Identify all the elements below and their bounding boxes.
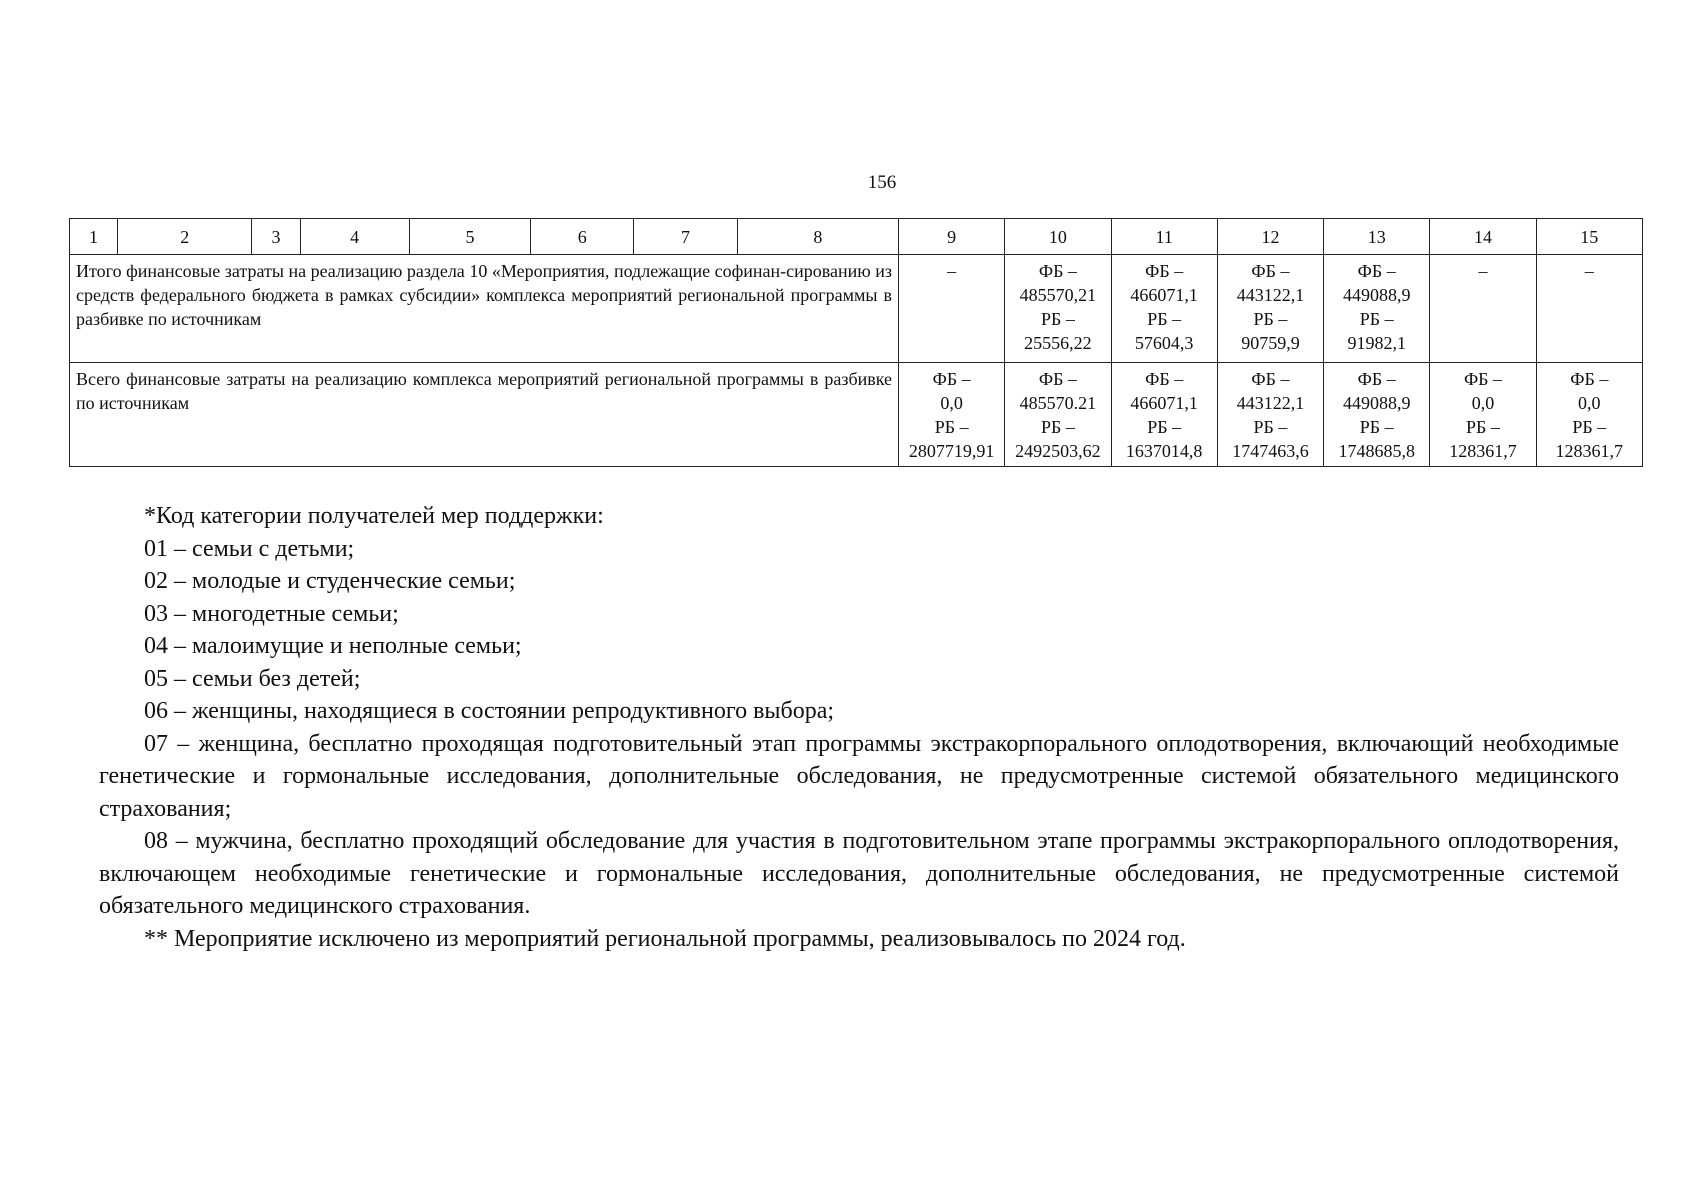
financial-costs-table	[69, 218, 1643, 467]
cell-value: ФБ – 0,0 РБ – 128361,7	[1430, 363, 1536, 467]
cell-value: –	[1536, 255, 1642, 363]
column-number: 4	[300, 219, 409, 255]
note-item: 01 – семьи с детьми;	[144, 535, 355, 562]
column-number: 9	[899, 219, 1005, 255]
cell-value: ФБ – 466071,1 РБ – 1637014,8	[1111, 363, 1217, 467]
cell-value: ФБ – 485570.21 РБ – 2492503,62	[1005, 363, 1111, 467]
table-row-grand-total	[70, 363, 1643, 467]
column-number: 5	[409, 219, 530, 255]
page-number: 156	[867, 172, 897, 193]
notes-title: *Код категории получателей мер поддержки:	[144, 503, 604, 529]
cell-value: ФБ – 449088,9 РБ – 1748685,8	[1324, 363, 1430, 467]
cell-value: –	[899, 255, 1005, 363]
note-item: 03 – многодетные семьи;	[144, 600, 399, 627]
column-number: 12	[1217, 219, 1323, 255]
note-item: 08 – мужчина, бесплатно проходящий обследование для участия в подготовительном этапе программы экстракорпорального оплодотворения, включающем необходимые генетические и гормональные исследования, дополнительные обследования, не предусмотренные системой обязательного медицинского страхования.	[99, 828, 1619, 919]
column-number: 7	[634, 219, 737, 255]
table-header-row	[70, 219, 1643, 255]
row-label: Итого финансовые затраты на реализацию раздела 10 «Мероприятия, подлежащие софинан-сированию из средств федерального бюджета в рамках субсидии» комплекса мероприятий региональной программы в разбивке по источникам	[70, 255, 899, 363]
column-number: 14	[1430, 219, 1536, 255]
column-number: 10	[1005, 219, 1111, 255]
cell-value: ФБ – 0,0 РБ – 2807719,91	[899, 363, 1005, 467]
column-number: 1	[70, 219, 118, 255]
column-number: 2	[118, 219, 252, 255]
note-item: 05 – семьи без детей;	[144, 665, 361, 692]
category-code-notes	[99, 500, 1619, 955]
column-number: 8	[737, 219, 898, 255]
note-item: 04 – малоимущие и неполные семьи;	[144, 633, 522, 659]
cell-value: ФБ – 449088,9 РБ – 91982,1	[1324, 255, 1430, 363]
cell-value: ФБ – 466071,1 РБ – 57604,3	[1111, 255, 1217, 363]
column-number: 15	[1536, 219, 1642, 255]
table-row-total-section-10	[70, 255, 1643, 363]
row-label: Всего финансовые затраты на реализацию комплекса мероприятий региональной программы в разбивке по источникам	[70, 363, 899, 467]
column-number: 13	[1324, 219, 1430, 255]
cell-value: ФБ – 443122,1 РБ – 90759,9	[1217, 255, 1323, 363]
cell-value: –	[1430, 255, 1536, 363]
note-item: 06 – женщины, находящиеся в состоянии репродуктивного выбора;	[144, 698, 835, 724]
cell-value: ФБ – 0,0 РБ – 128361,7	[1536, 363, 1642, 467]
note-item: 02 – молодые и студенческие семьи;	[144, 568, 516, 594]
cell-value: ФБ – 443122,1 РБ – 1747463,6	[1217, 363, 1323, 467]
note-item: 07 – женщина, бесплатно проходящая подготовительный этап программы экстракорпорального оплодотворения, включающий необходимые генетические и гормональные исследования, дополнительные обследования, не предусмотренные системой обязательного медицинского страхования;	[99, 730, 1619, 822]
cell-value: ФБ – 485570,21 РБ – 25556,22	[1005, 255, 1111, 363]
column-number: 3	[252, 219, 300, 255]
column-number: 6	[531, 219, 634, 255]
footnote: ** Мероприятие исключено из мероприятий региональной программы, реализовывалось по 2024 год.	[144, 925, 1186, 952]
column-number: 11	[1111, 219, 1217, 255]
